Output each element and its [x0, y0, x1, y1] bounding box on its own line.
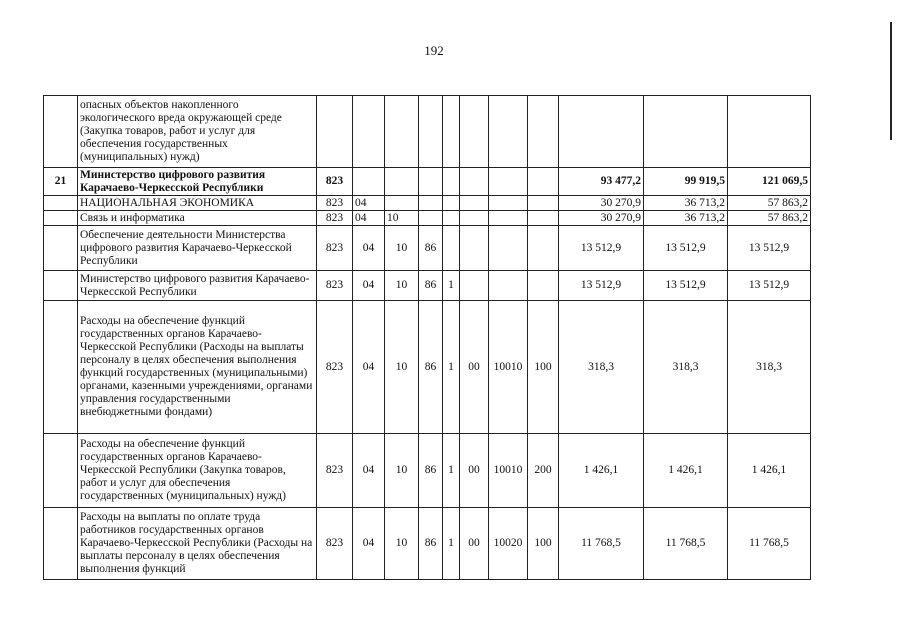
amount-year-2: 11 768,5	[644, 508, 728, 580]
code-program: 86	[419, 301, 443, 434]
code-expense-type	[528, 196, 559, 211]
row-index: 21	[44, 168, 78, 196]
code-target: 10010	[489, 301, 528, 434]
amount-year-2: 1 426,1	[644, 434, 728, 508]
code-expense-type	[528, 211, 559, 226]
code-expense-type	[528, 168, 559, 196]
page-number: 192	[424, 43, 444, 58]
code-subprogram: 1	[443, 434, 460, 508]
code-ministry: 823	[317, 226, 353, 271]
row-name: Расходы на выплаты по оплате труда работников государственных органов Карачаево-Черкесской Республики (Расходы на выплаты персоналу в целях обеспечения выполнения функций	[78, 508, 317, 580]
code-target	[489, 168, 528, 196]
code-expense-type: 100	[528, 508, 559, 580]
code-target	[489, 211, 528, 226]
code-direction	[460, 96, 489, 168]
amount-year-1: 11 768,5	[559, 508, 644, 580]
code-program: 86	[419, 434, 443, 508]
page-edge-line	[890, 22, 892, 140]
code-ministry	[317, 96, 353, 168]
amount-year-1: 30 270,9	[559, 196, 644, 211]
code-expense-type	[528, 271, 559, 301]
row-index	[44, 211, 78, 226]
table-row	[44, 96, 811, 168]
code-section: 04	[353, 301, 385, 434]
amount-year-2: 318,3	[644, 301, 728, 434]
row-name: Связь и информатика	[78, 211, 317, 226]
code-target	[489, 226, 528, 271]
code-direction	[460, 271, 489, 301]
code-direction: 00	[460, 508, 489, 580]
row-index	[44, 271, 78, 301]
table-row	[44, 196, 811, 211]
code-ministry: 823	[317, 508, 353, 580]
code-subprogram	[443, 226, 460, 271]
row-name: Расходы на обеспечение функций государственных органов Карачаево-Черкесской Республики (Расходы на выплаты персоналу в целях обеспечения выполнения функций государственных (муниципальными) органами, казенными учреждениями, органами управления государственными внебюджетными фондами)	[78, 301, 317, 434]
code-subprogram	[443, 211, 460, 226]
code-section	[353, 96, 385, 168]
table-row	[44, 271, 811, 301]
code-ministry: 823	[317, 196, 353, 211]
code-subprogram: 1	[443, 301, 460, 434]
amount-year-1: 30 270,9	[559, 211, 644, 226]
code-section: 04	[353, 434, 385, 508]
code-expense-type	[528, 226, 559, 271]
code-ministry: 823	[317, 211, 353, 226]
code-direction: 00	[460, 301, 489, 434]
code-direction	[460, 168, 489, 196]
code-direction: 00	[460, 434, 489, 508]
code-subsection: 10	[385, 226, 419, 271]
amount-year-3: 1 426,1	[728, 434, 811, 508]
row-index	[44, 301, 78, 434]
table-row	[44, 301, 811, 434]
code-ministry: 823	[317, 301, 353, 434]
amount-year-1: 318,3	[559, 301, 644, 434]
code-target	[489, 271, 528, 301]
code-section: 04	[353, 226, 385, 271]
code-subsection: 10	[385, 301, 419, 434]
table-row	[44, 211, 811, 226]
code-direction	[460, 196, 489, 211]
code-subsection: 10	[385, 508, 419, 580]
code-expense-type: 200	[528, 434, 559, 508]
code-target: 10020	[489, 508, 528, 580]
code-program	[419, 196, 443, 211]
code-subsection	[385, 96, 419, 168]
code-ministry: 823	[317, 271, 353, 301]
code-subprogram	[443, 168, 460, 196]
code-direction	[460, 211, 489, 226]
code-section: 04	[353, 211, 385, 226]
amount-year-1: 93 477,2	[559, 168, 644, 196]
code-program	[419, 168, 443, 196]
code-subprogram	[443, 196, 460, 211]
code-expense-type	[528, 96, 559, 168]
row-index	[44, 96, 78, 168]
budget-table	[43, 95, 811, 580]
code-target	[489, 196, 528, 211]
row-name: Министерство цифрового развития Карачаево-Черкесской Республики	[78, 168, 317, 196]
code-subsection: 10	[385, 271, 419, 301]
row-name: НАЦИОНАЛЬНАЯ ЭКОНОМИКА	[78, 196, 317, 211]
table-row	[44, 434, 811, 508]
amount-year-2: 99 919,5	[644, 168, 728, 196]
code-subsection	[385, 196, 419, 211]
row-name: опасных объектов накопленного экологического вреда окружающей среде (Закупка товаров, работ и услуг для обеспечения государственных (муниципальных) нужд)	[78, 96, 317, 168]
code-program: 86	[419, 226, 443, 271]
row-index	[44, 508, 78, 580]
code-section: 04	[353, 508, 385, 580]
amount-year-3: 11 768,5	[728, 508, 811, 580]
table-row	[44, 226, 811, 271]
code-expense-type: 100	[528, 301, 559, 434]
code-subprogram	[443, 96, 460, 168]
amount-year-3	[728, 96, 811, 168]
amount-year-1: 13 512,9	[559, 226, 644, 271]
code-subprogram: 1	[443, 508, 460, 580]
code-program	[419, 96, 443, 168]
code-section	[353, 168, 385, 196]
code-ministry: 823	[317, 168, 353, 196]
row-name: Обеспечение деятельности Министерства цифрового развития Карачаево-Черкесской Республики	[78, 226, 317, 271]
code-subprogram: 1	[443, 271, 460, 301]
table-row	[44, 168, 811, 196]
row-index	[44, 226, 78, 271]
row-name: Расходы на обеспечение функций государственных органов Карачаево-Черкесской Республики (Закупка товаров, работ и услуг для обеспечения государственных (муниципальных) нужд)	[78, 434, 317, 508]
code-target	[489, 96, 528, 168]
amount-year-2: 13 512,9	[644, 271, 728, 301]
code-subsection	[385, 168, 419, 196]
code-program: 86	[419, 271, 443, 301]
code-direction	[460, 226, 489, 271]
amount-year-3: 57 863,2	[728, 211, 811, 226]
code-target: 10010	[489, 434, 528, 508]
amount-year-2: 36 713,2	[644, 196, 728, 211]
amount-year-1	[559, 96, 644, 168]
amount-year-3: 121 069,5	[728, 168, 811, 196]
code-subsection: 10	[385, 434, 419, 508]
amount-year-2: 36 713,2	[644, 211, 728, 226]
amount-year-2	[644, 96, 728, 168]
code-section: 04	[353, 196, 385, 211]
amount-year-1: 13 512,9	[559, 271, 644, 301]
row-index	[44, 434, 78, 508]
amount-year-1: 1 426,1	[559, 434, 644, 508]
code-program	[419, 211, 443, 226]
amount-year-3: 13 512,9	[728, 226, 811, 271]
amount-year-3: 57 863,2	[728, 196, 811, 211]
code-ministry: 823	[317, 434, 353, 508]
amount-year-2: 13 512,9	[644, 226, 728, 271]
code-program: 86	[419, 508, 443, 580]
row-index	[44, 196, 78, 211]
code-subsection: 10	[385, 211, 419, 226]
table-row	[44, 508, 811, 580]
code-section: 04	[353, 271, 385, 301]
row-name: Министерство цифрового развития Карачаево-Черкесской Республики	[78, 271, 317, 301]
amount-year-3: 318,3	[728, 301, 811, 434]
amount-year-3: 13 512,9	[728, 271, 811, 301]
